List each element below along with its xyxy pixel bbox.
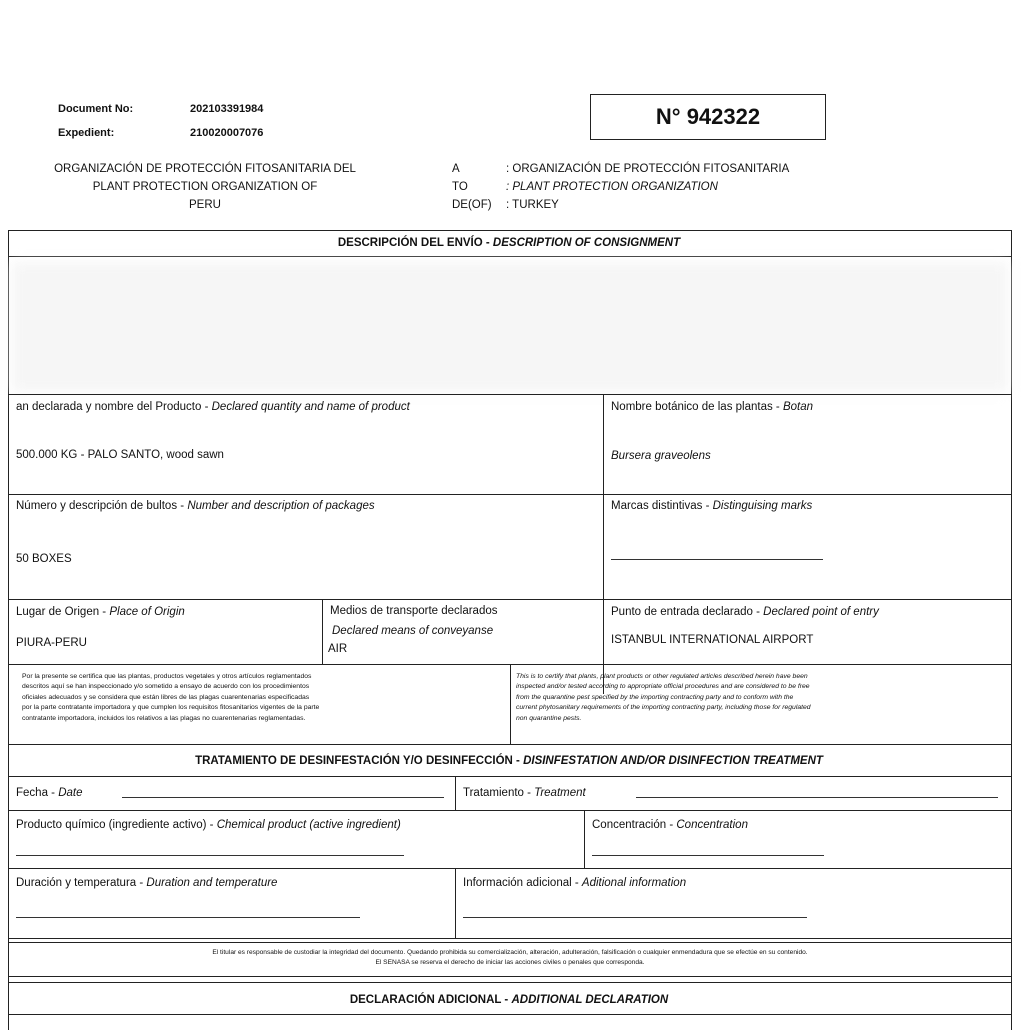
transport-label-es: Medios de transporte declarados bbox=[330, 605, 498, 617]
document-no-value: 202103391984 bbox=[190, 103, 264, 115]
dest-org-line2: : PLANT PROTECTION ORGANIZATION bbox=[506, 181, 718, 193]
entry-label: Punto de entrada declarado - Declared point of entry bbox=[611, 606, 879, 618]
origin-label: Lugar de Origen - Place of Origin bbox=[16, 606, 185, 618]
dest-to-label: TO bbox=[452, 181, 468, 193]
redacted-area bbox=[12, 262, 1008, 392]
additional-info-label: Información adicional - Aditional information bbox=[463, 877, 687, 889]
origin-org-line1: ORGANIZACIÓN DE PROTECCIÓN FITOSANITARIA DEL bbox=[54, 163, 356, 175]
duration-blank-line bbox=[16, 917, 360, 918]
destination-org-labels bbox=[452, 160, 492, 214]
duration-label: Duración y temperatura - Duration and temperature bbox=[16, 877, 278, 889]
origin-org bbox=[10, 160, 400, 214]
certification-es: Por la presente se certifica que las plantas, productos vegetales y otros artículos reglamentados descritos aquí se han inspeccionado y/o sometido a ensayo de acuerdo con los procedimientos oficiales adecuados y se considera que están libres de las plagas cuarentenarias especificadas por la parte contratante importadora y que cumplen los requisitos fitosanitarios vigentes de la parte contratante importadora, incluidos los relativos a las plagas no cuarentenarias reglamentadas. bbox=[22, 673, 320, 722]
dest-org-line1: : ORGANIZACIÓN DE PROTECCIÓN FITOSANITARIA bbox=[506, 163, 790, 175]
packages-value: 50 BOXES bbox=[16, 553, 72, 565]
treatment-title: TRATAMIENTO DE DESINFESTACIÓN Y/O DESINFECCIÓN - DISINFESTATION AND/OR DISINFECTION TREATMENT bbox=[195, 755, 823, 767]
concentration-blank-line bbox=[592, 855, 824, 856]
concentration-label: Concentración - Concentration bbox=[592, 819, 748, 831]
transport-value: AIR bbox=[328, 643, 348, 655]
certificate-number: N° 942322 bbox=[655, 104, 761, 129]
quantity-label: an declarada y nombre del Producto - Declared quantity and name of product bbox=[16, 401, 410, 413]
chemical-blank-line bbox=[16, 855, 404, 856]
botanical-value: Bursera graveolens bbox=[611, 450, 711, 462]
document-no-label: Document No: bbox=[58, 103, 134, 115]
date-label: Fecha - Date bbox=[16, 787, 83, 799]
dest-a-label: A bbox=[452, 163, 460, 175]
certificate-number-box bbox=[590, 94, 826, 140]
expedient-value: 210020007076 bbox=[190, 127, 264, 139]
marks-blank-line bbox=[611, 559, 823, 560]
expedient-label: Expedient: bbox=[58, 127, 115, 139]
chemical-label: Producto químico (ingrediente activo) - Chemical product (active ingredient) bbox=[16, 819, 401, 831]
origin-org-line3: PERU bbox=[189, 199, 221, 211]
additional-info-blank-line bbox=[463, 917, 807, 918]
destination-org bbox=[506, 160, 789, 214]
treatment-blank-line bbox=[636, 797, 998, 798]
transport-label-en: Declared means of conveyanse bbox=[332, 625, 494, 637]
quantity-value: 500.000 KG - PALO SANTO, wood sawn bbox=[16, 449, 224, 461]
consignment-title: DESCRIPCIÓN DEL ENVÍO - DESCRIPTION OF CONSIGNMENT bbox=[337, 237, 681, 249]
treatment-label: Tratamiento - Treatment bbox=[463, 787, 586, 799]
dest-de-label: DE(OF) bbox=[452, 199, 492, 211]
botanical-label: Nombre botánico de las plantas - Botan bbox=[611, 401, 814, 413]
additional-declaration-title: DECLARACIÓN ADICIONAL - ADDITIONAL DECLARATION bbox=[349, 994, 669, 1006]
packages-label: Número y descripción de bultos - Number and description of packages bbox=[16, 500, 375, 512]
dest-org-line3: : TURKEY bbox=[506, 199, 559, 211]
date-blank-line bbox=[122, 797, 444, 798]
origin-value: PIURA-PERU bbox=[16, 637, 87, 649]
origin-org-line2: PLANT PROTECTION ORGANIZATION OF bbox=[92, 181, 318, 193]
certification-en: This is to certify that plants, plant products or other regulated articles described herein have been inspected and/or tested according to appropriate official procedures and are considered to be free from the quarantine pest specified by the importing contracting party and to conform with the current phytosanitary requirements of the importing contracting party, including those for regulated non quarantine pests. bbox=[516, 673, 811, 722]
marks-label: Marcas distintivas - Distinguising marks bbox=[611, 500, 813, 512]
disclaimer-line2: El SENASA se reserva el derecho de iniciar las acciones civiles o penales que corresponda. bbox=[375, 959, 645, 967]
disclaimer bbox=[12, 948, 1008, 969]
entry-value: ISTANBUL INTERNATIONAL AIRPORT bbox=[611, 634, 814, 646]
disclaimer-line1: El titular es responsable de custodiar la integridad del documento. Quedando prohibida su comercialización, alteración, adulteración, falsificación o cualquier enmendadura que se efectúe en su contenido. bbox=[212, 949, 808, 956]
